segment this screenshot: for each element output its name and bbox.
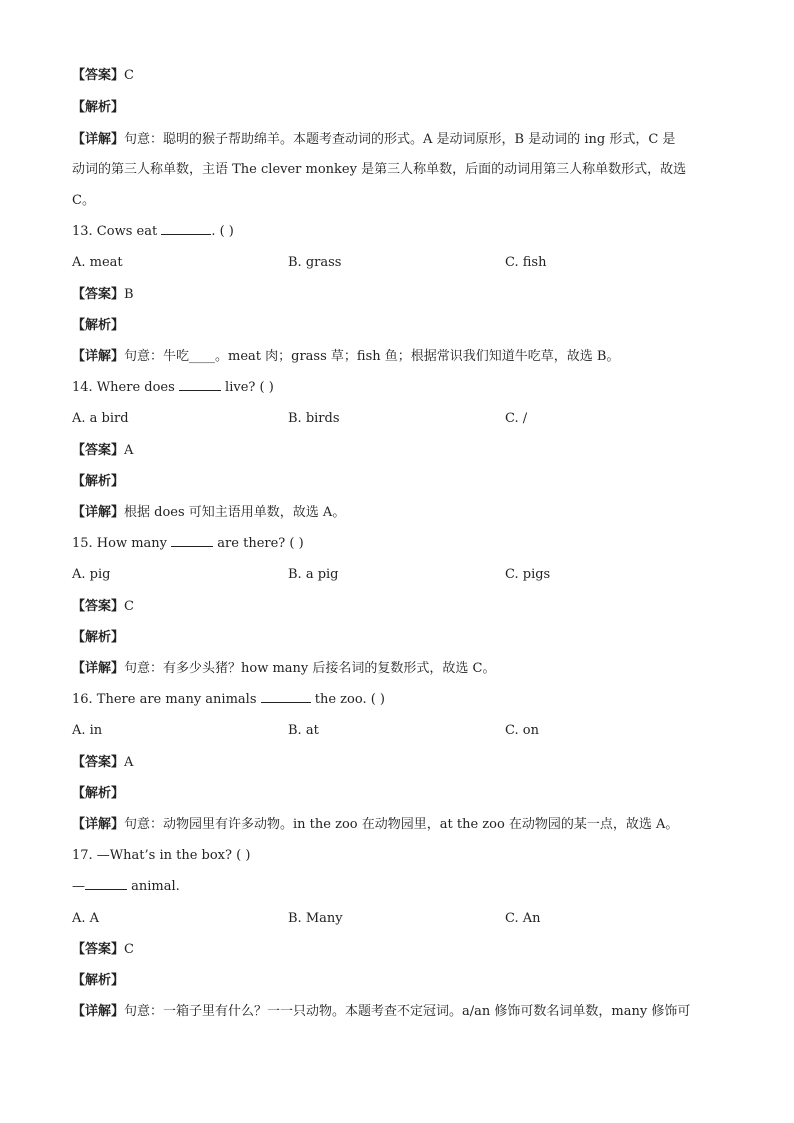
- q17-reply-before: —: [72, 879, 85, 894]
- detail-tag: 【详解】: [72, 505, 125, 520]
- q16-stem: [72, 688, 385, 712]
- q17-reply: [72, 875, 180, 899]
- q13-answer: B: [124, 287, 134, 302]
- q14-detail-line: [72, 501, 345, 525]
- q15-option-c: C. pigs: [505, 567, 551, 582]
- q16-answer-line: [72, 751, 133, 775]
- detail-tag: 【详解】: [72, 349, 125, 364]
- detail-tag: 【详解】: [72, 132, 125, 147]
- q15-detail-text: 句意：有多少头猪？how many 后接名词的复数形式，故选 C。: [124, 661, 496, 676]
- q17-stem: 17. —What’s in the box? ( ): [72, 848, 251, 863]
- q13-option-a: A. meat: [72, 255, 123, 270]
- q13-blank: [161, 220, 211, 235]
- answer-tag: 【答案】: [72, 68, 125, 83]
- q13-detail-text: 句意：牛吃____。meat 肉；grass 草；fish 鱼；根据常识我们知道牛吃草，故选 B。: [124, 349, 620, 364]
- analysis-tag: 【解析】: [72, 100, 125, 115]
- analysis-tag: 【解析】: [72, 973, 125, 988]
- q17-detail-line: [72, 1000, 690, 1024]
- q13-option-c: C. fish: [505, 255, 547, 270]
- q16-analysis-line: [72, 782, 124, 806]
- detail-tag: 【详解】: [72, 817, 125, 832]
- q15-stem: [72, 532, 304, 556]
- q15-stem-before: 15. How many: [72, 536, 172, 551]
- q13-analysis-line: [72, 314, 124, 338]
- analysis-tag: 【解析】: [72, 318, 125, 333]
- q15-option-a: A. pig: [72, 567, 111, 582]
- q15-blank: [171, 532, 213, 547]
- q15-analysis-line: [72, 626, 124, 650]
- q16-answer: A: [124, 755, 134, 770]
- q12-detail-line-2: 动词的第三人称单数，主语 The clever monkey 是第三人称单数，后面的动词用第三人称单数形式，故选: [72, 162, 687, 177]
- q14-stem-before: 14. Where does: [72, 380, 179, 395]
- analysis-tag: 【解析】: [72, 630, 125, 645]
- q17-option-c: C. An: [505, 911, 541, 926]
- q16-stem-after: the zoo. ( ): [310, 692, 385, 707]
- q17-analysis-line: [72, 969, 124, 993]
- q14-answer: A: [124, 443, 134, 458]
- q13-detail-line: [72, 345, 619, 369]
- q16-option-c: C. on: [505, 723, 539, 738]
- q16-option-b: B. at: [288, 723, 319, 738]
- answer-tag: 【答案】: [72, 287, 125, 302]
- answer-tag: 【答案】: [72, 755, 125, 770]
- q17-reply-after: animal.: [127, 879, 180, 894]
- q14-option-b: B. birds: [288, 411, 340, 426]
- q17-answer: C: [124, 942, 134, 957]
- q12-detail-line-3: C。: [72, 193, 95, 208]
- q13-stem: [72, 220, 234, 244]
- q15-answer-line: [72, 595, 134, 619]
- q16-stem-before: 16. There are many animals: [72, 692, 261, 707]
- q13-option-b: B. grass: [288, 255, 342, 270]
- q16-detail-text: 句意：动物园里有许多动物。in the zoo 在动物园里，at the zoo 在动物园的某一点，故选 A。: [124, 817, 679, 832]
- detail-tag: 【详解】: [72, 1004, 125, 1019]
- detail-tag: 【详解】: [72, 661, 125, 676]
- q12-answer-line: [72, 64, 134, 88]
- q17-detail-text: 句意：一箱子里有什么？一一只动物。本题考查不定冠词。a/an 修饰可数名词单数，many 修饰可: [124, 1004, 691, 1019]
- q14-option-a: A. a bird: [72, 411, 129, 426]
- q17-option-b: B. Many: [288, 911, 343, 926]
- q14-stem-after: live? ( ): [220, 380, 274, 395]
- answer-tag: 【答案】: [72, 599, 125, 614]
- q14-stem: [72, 376, 274, 400]
- q14-answer-line: [72, 439, 133, 463]
- q12-detail-line-1: [72, 128, 675, 152]
- q12-answer: C: [124, 68, 134, 83]
- analysis-tag: 【解析】: [72, 474, 125, 489]
- q14-analysis-line: [72, 470, 124, 494]
- q15-option-b: B. a pig: [288, 567, 339, 582]
- q14-detail-text: 根据 does 可知主语用单数，故选 A。: [124, 505, 346, 520]
- q15-detail-line: [72, 657, 495, 681]
- q13-stem-before: 13. Cows eat: [72, 224, 162, 239]
- q17-blank: [85, 875, 127, 890]
- q15-answer: C: [124, 599, 134, 614]
- q16-detail-line: [72, 813, 678, 837]
- answer-tag: 【答案】: [72, 443, 125, 458]
- q15-stem-after: are there? ( ): [213, 536, 304, 551]
- q17-option-a: A. A: [72, 911, 100, 926]
- q16-blank: [261, 688, 311, 703]
- q17-answer-line: [72, 938, 134, 962]
- q16-option-a: A. in: [72, 723, 103, 738]
- q13-stem-after: . ( ): [211, 224, 234, 239]
- q13-answer-line: [72, 283, 134, 307]
- q14-blank: [179, 376, 221, 391]
- analysis-tag: 【解析】: [72, 786, 125, 801]
- q12-analysis-line: [72, 96, 124, 120]
- answer-tag: 【答案】: [72, 942, 125, 957]
- q12-detail-text-1: 句意：聪明的猴子帮助绵羊。本题考查动词的形式。A 是动词原形，B 是动词的 ing 形式，C 是: [124, 132, 676, 147]
- q14-option-c: C. /: [505, 411, 528, 426]
